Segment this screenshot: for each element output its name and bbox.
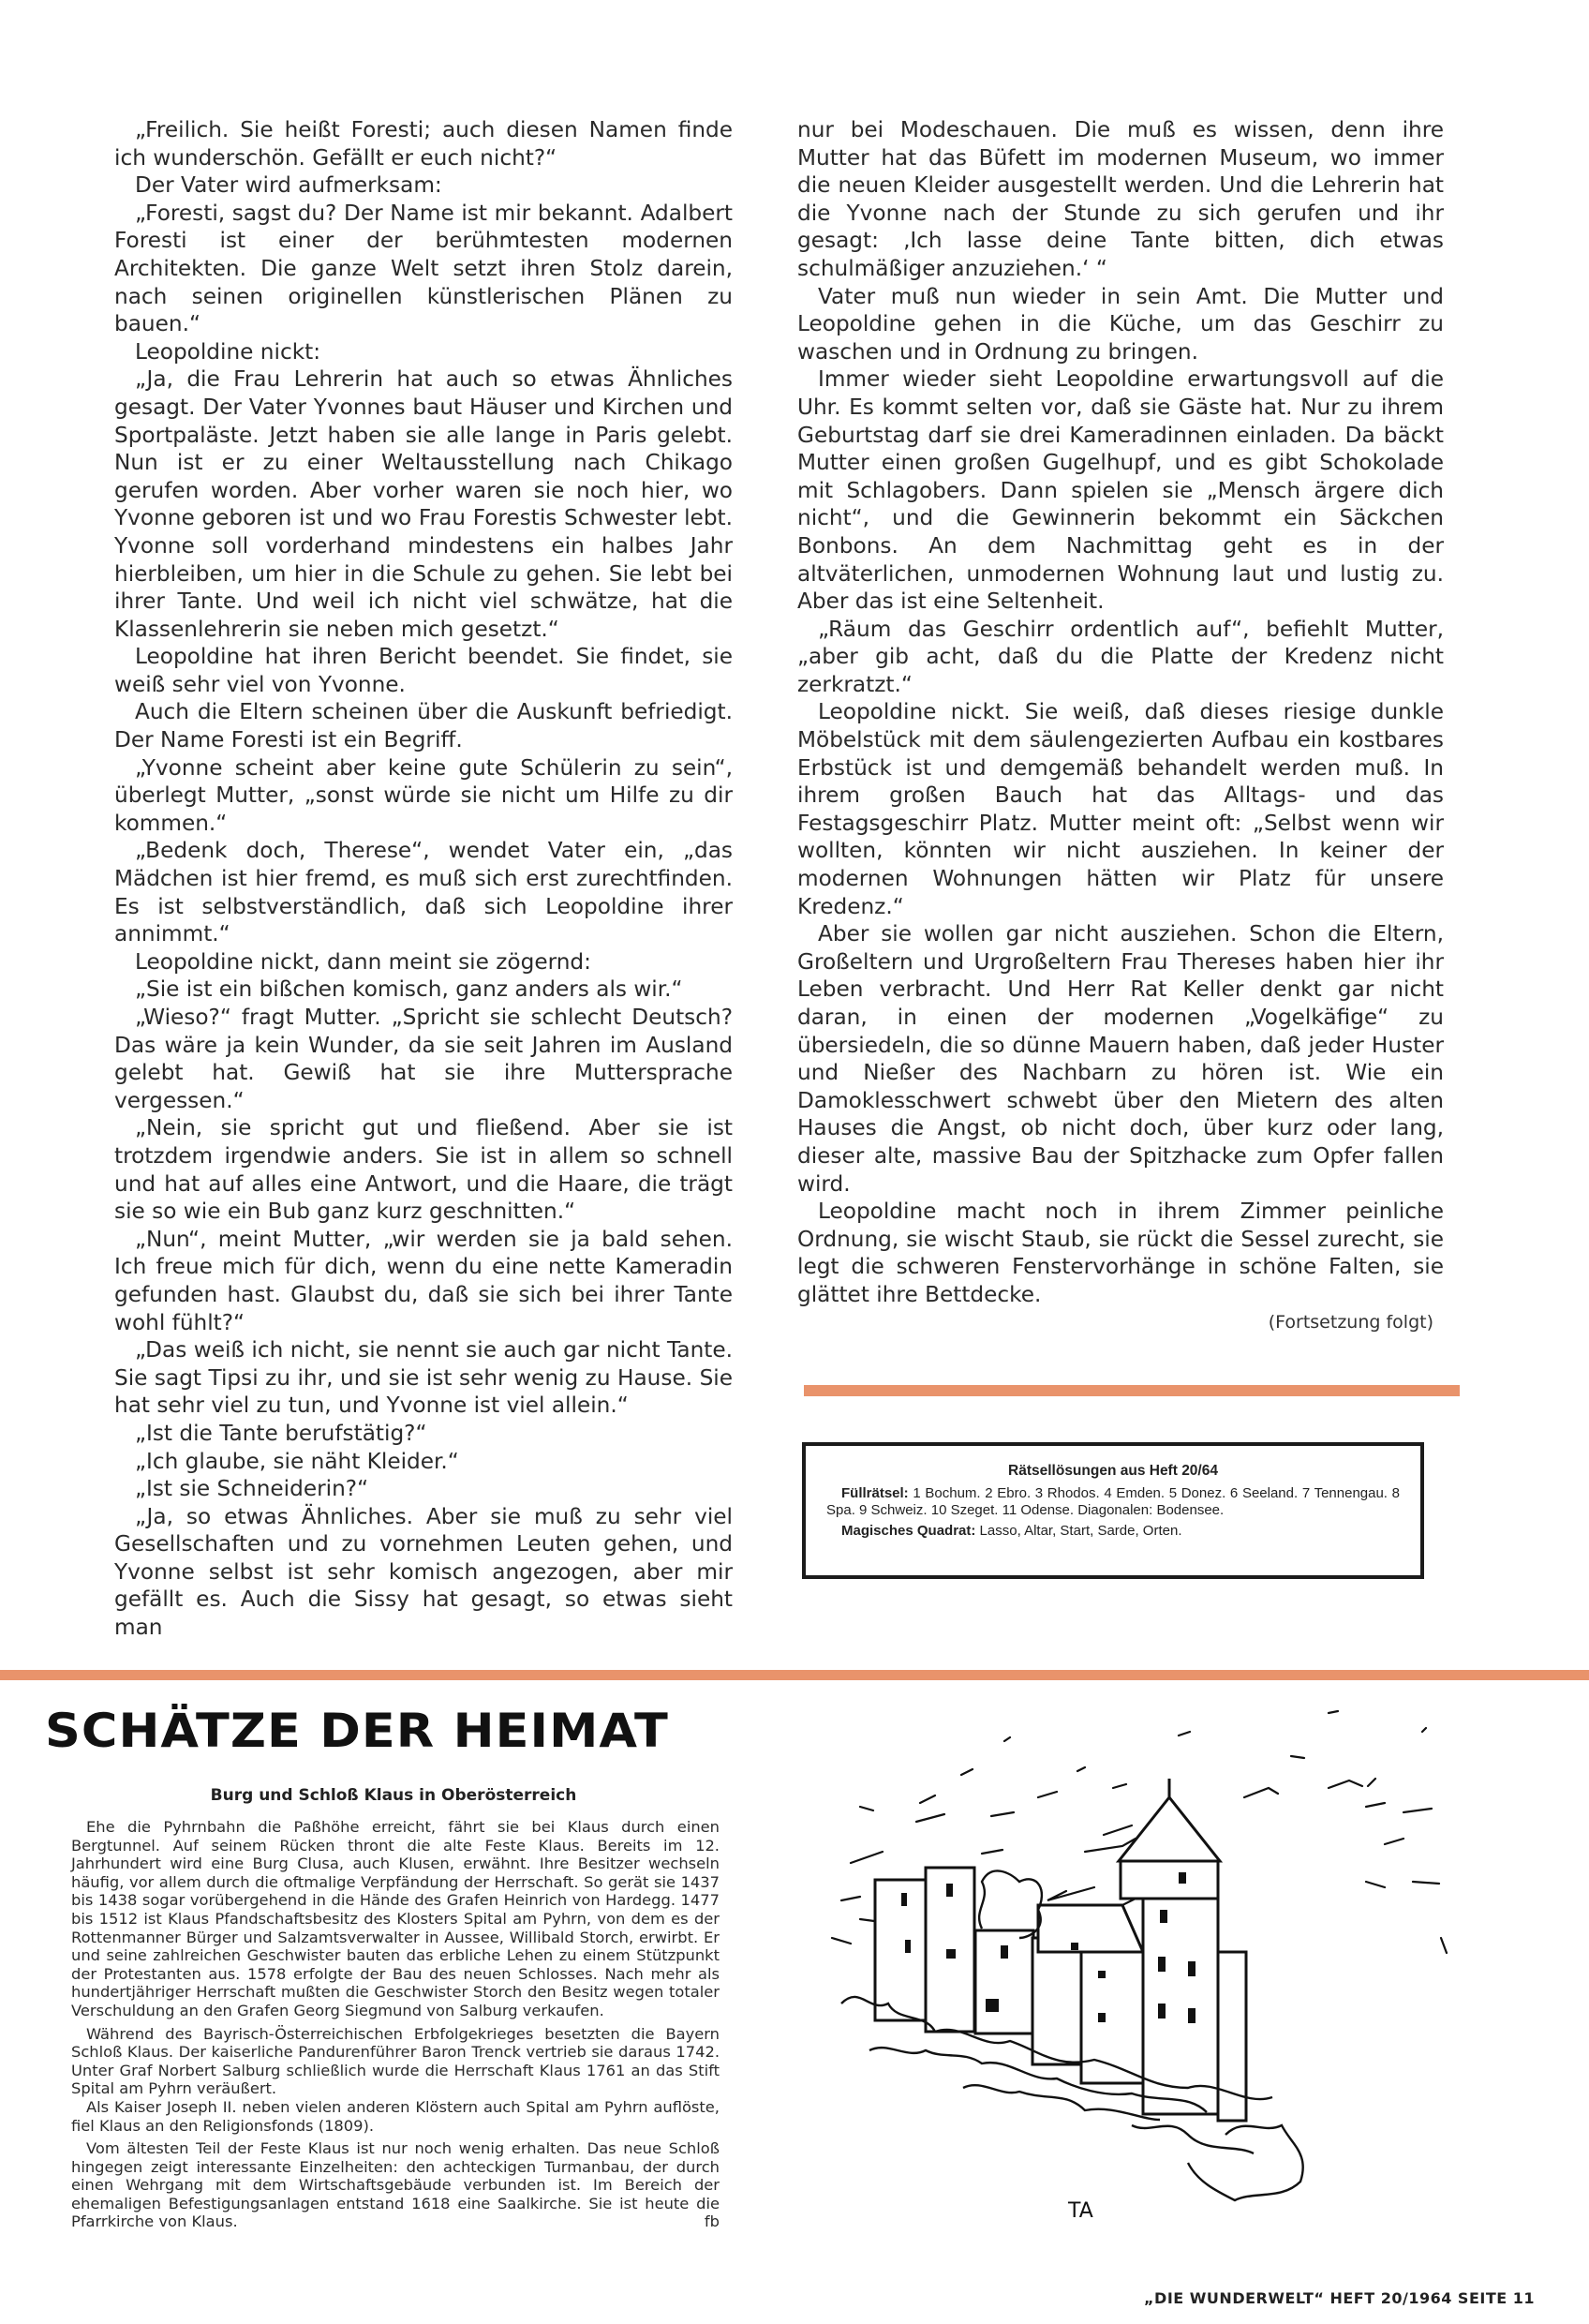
story-paragraph: „Yvonne scheint aber keine gute Schülerin zu sein“, überlegt Mutter, „sonst würde sie nicht um Hilfe zu dir kommen.“ <box>114 754 733 836</box>
story-paragraph: Leopoldine macht noch in ihrem Zimmer peinliche Ordnung, sie wischt Staub, sie rückt die Sessel zurecht, sie legt die schweren Fenstervorhänge in schöne Falten, sie glättet ihre Bettdecke. <box>797 1199 1444 1307</box>
story-paragraph: nur bei Modeschauen. Die muß es wissen, denn ihre Mutter hat das Büfett im modernen Museum, wo immer die neuen Kleider ausgestellt werden. Und die Lehrerin hat die Yvonne nach der Stunde zu sich gerufen und ihr gesagt: ‚Ich lasse deine Tante bitten, dich etwas schulmäßiger anzuziehen.‘ “ <box>797 117 1444 281</box>
story-column-right <box>797 116 1444 1309</box>
story-paragraph: „Ich glaube, sie näht Kleider.“ <box>135 1448 459 1474</box>
story-paragraph: „Das weiß ich nicht, sie nennt sie auch gar nicht Tante. Sie sagt Tipsi zu ihr, und sie ist sehr wenig zu Hause. Sie hat sehr viel zu tun, und Yvonne ist viel allein.“ <box>114 1337 733 1419</box>
story-paragraph: Der Vater wird aufmerksam: <box>135 172 442 199</box>
story-paragraph: „Ist die Tante berufstätig?“ <box>135 1420 427 1446</box>
story-paragraph: „Freilich. Sie heißt Foresti; auch diesen Namen finde ich wunderschön. Gefällt er euch nicht?“ <box>114 117 733 171</box>
story-paragraph: Leopoldine nickt: <box>135 338 321 365</box>
story-paragraph: Immer wieder sieht Leopoldine erwartungsvoll auf die Uhr. Es kommt selten vor, daß sie Gäste hat. Nur zu ihrem Geburtstag darf sie drei Kameradinnen einladen. Da bäckt Mutter einen großen Gugelhupf, und es gibt Schokolade mit Schlagobers. Dann spielen sie „Mensch ärgere dich nicht“, und die Gewinnerin bekommt ein Säckchen Bonbons. An dem Nachmittag geht es in der altväterlichen, unmodernen Wohnung laut und lustig zu. Aber das ist eine Seltenheit. <box>797 366 1444 615</box>
author-signature: fb <box>704 2212 720 2231</box>
story-paragraph: Aber sie wollen gar nicht ausziehen. Schon die Eltern, Großeltern und Urgroßeltern Frau Thereses haben hier ihr Leben verbracht. Und Herr Rat Keller denkt gar nicht daran, in einen der modernen „Vogelkäfige“ zu übersiedeln, die so dünne Mauern haben, daß jeder Huster und Nießer des Nachbarn zu hören ist. Wie ein Damoklesschwert schwebt über den Mietern des alten Hauses die Angst, ob nicht doch, über kurz oder lang, dieser alte, massive Bau der Spitzhacke zum Opfer fallen wird. <box>797 921 1444 1197</box>
orange-divider-full <box>0 1670 1589 1680</box>
story-column-left <box>114 116 733 1642</box>
tower-roof <box>1119 1797 1220 1861</box>
curtain-wall <box>1032 1938 1081 2064</box>
article-paragraph: Ehe die Pyhrnbahn die Paßhöhe erreicht, fährt sie bei Klaus durch einen Bergtunnel. Auf seinem Rücken thront die alte Feste Klaus. Bereits im 12. Jahrhundert wird eine Burg Clusa, auch Klusen, erwähnt. Ihre Besitzer wechseln häufig, vor allem durch die oftmalige Verpfändung der Herrschaft. So gerät sie 1437 bis 1438 sogar vorübergehend in die Hände des Grafen Heinrich von Hardegg. 1477 bis 1512 ist Klaus Pfandschaftsbesitz des Klosters Spital am Pyhrn, von dem es der Rottenmanner Bürger und Salzamtsverwalter in Aussee, Willibald Storch, erwirbt. Er und seine zahlreichen Geschwister bauten das erbliche Lehen zu einem Stützpunkt der Protestanten aus. 1578 erfolgte der Bau des neuen Schlosses. Nach mehr als hundertjähriger Herrschaft mußten die Geschwister Storch den Besitz wegen totaler Verschuldung an den Grafen Georg Siegmund von Salburg verkaufen. <box>71 1818 720 2019</box>
story-paragraph: Vater muß nun wieder in sein Amt. Die Mutter und Leopoldine gehen in die Küche, um das Geschirr zu waschen und in Ordnung zu bringen. <box>797 283 1444 365</box>
puzzle-solutions-title: Rätsellösungen aus Heft 20/64 <box>1008 1463 1218 1479</box>
story-paragraph: „Bedenk doch, Therese“, wendet Vater ein, „das Mädchen ist hier fremd, es muß sich erst zurechtfinden. Es ist selbstverständlich, daß sich Leopoldine ihrer annimmt.“ <box>114 838 733 947</box>
continuation-note: (Fortsetzung folgt) <box>1268 1312 1433 1333</box>
story-paragraph: „Foresti, sagst du? Der Name ist mir bekannt. Adalbert Foresti ist einer der berühmtesten modernen Architekten. Die ganze Welt setzt ihren Stolz darein, nach seinen originellen künstlerischen Plänen zu bauen.“ <box>114 200 733 337</box>
story-paragraph: Leopoldine hat ihren Bericht beendet. Sie findet, sie weiß sehr viel von Yvonne. <box>114 644 733 697</box>
article-paragraph: Vom ältesten Teil der Feste Klaus ist nur noch wenig erhalten. Das neue Schloß hingegen zeigt interessante Einzelheiten: den achteckigen Turmanbau, der durch einen Wehrgang mit dem Wirtschaftsgebäude verbunden ist. Im Bereich der ehemaligen Befestigungsanlagen entstand 1618 eine Saalkirche. Sie ist heute die Pfarrkirche von Klaus. fb <box>71 2139 720 2231</box>
article-subtitle: Burg und Schloß Klaus in Oberösterreich <box>210 1786 577 1805</box>
fill-puzzle-solution <box>826 1485 1400 1519</box>
story-paragraph: „Nun“, meint Mutter, „wir werden sie ja bald sehen. Ich freue mich für dich, wenn du eine nette Kameradin gefunden hast. Glaubst du, daß sie sich bei ihrer Tante wohl fühlt?“ <box>114 1226 733 1335</box>
article-paragraph: Während des Bayrisch-Österreichischen Erbfolgekrieges besetzten die Bayern Schloß Klaus. Der kaiserliche Pandurenführer Baron Trenck vertrieb sie daraus 1742. Unter Graf Norbert Salburg schließlich wurde die Herrschaft Klaus 1761 an das Stift Spital am Pyhrn veräußert. <box>71 2024 720 2098</box>
page-footer: „DIE WUNDERWELT“ HEFT 20/1964 SEITE 11 <box>1144 2289 1535 2307</box>
story-paragraph: „Ja, die Frau Lehrerin hat auch so etwas Ähnliches gesagt. Der Vater Yvonnes baut Häuser und Kirchen und Sportpaläste. Jetzt haben sie alle lange in Paris gelebt. Nun ist er zu einer Weltausstellung nach Chikago gerufen worden. Aber vorher waren sie noch hier, wo Yvonne geboren ist und wo Frau Forestis Schwester lebt. Yvonne soll vorderhand mindestens ein halbes Jahr hierbleiben, um hier in die Schule zu gehen. Sie lebt bei ihrer Tante. Und weil ich nicht viel schwätze, hat die Klassenlehrerin sie neben mich gesetzt.“ <box>114 366 733 642</box>
puzzle-solutions-box <box>802 1442 1424 1579</box>
article-body <box>71 1818 720 2231</box>
fill-puzzle-label: Füllrätsel: <box>841 1485 909 1501</box>
fill-puzzle-text: 1 Bochum. 2 Ebro. 3 Rhodos. 4 Emden. 5 Donez. 6 Seeland. 7 Tennengau. 8 Spa. 9 Schweiz. 10 Szeget. 11 Odense. Diagonalen: Bodensee. <box>826 1485 1400 1518</box>
hall-roof <box>1038 1905 1143 1952</box>
castle-walls <box>875 1779 1246 2121</box>
artist-monogram: TA <box>1068 2199 1093 2223</box>
magic-square-solution <box>826 1523 1400 1540</box>
octagonal-tower-top <box>1121 1861 1218 1899</box>
section-title: SCHÄTZE DER HEIMAT <box>45 1704 669 1758</box>
story-paragraph: „Ist sie Schneiderin?“ <box>135 1476 369 1502</box>
story-paragraph: „Räum das Geschirr ordentlich auf“, befiehlt Mutter, „aber gib acht, daß du die Platte der Kredenz nicht zerkratzt.“ <box>797 616 1444 697</box>
ruin-tower-left <box>875 1880 927 2020</box>
story-paragraph: „Nein, sie spricht gut und fließend. Aber sie ist trotzdem irgendwie anders. Sie ist in allem so schnell und hat auf alles eine Antwort, und die Haare, die trägt sie so wie ein Bub ganz kurz geschnitten.“ <box>114 1115 733 1225</box>
magic-square-text: Lasso, Altar, Start, Sarde, Orten. <box>979 1523 1182 1539</box>
story-paragraph: „Wieso?“ fragt Mutter. „Spricht sie schlecht Deutsch? Das wäre ja kein Wunder, da sie seit Jahren im Ausland gelebt hat. Gewiß hat sie ihre Muttersprache vergessen.“ <box>114 1005 733 1113</box>
article-paragraph: Als Kaiser Joseph II. neben vielen anderen Klöstern auch Spital am Pyhrn auflöste, fiel Klaus an den Religionsfonds (1809). <box>71 2097 720 2135</box>
story-paragraph: Leopoldine nickt. Sie weiß, daß dieses riesige dunkle Möbelstück mit dem säulengezierten Aufbau ein kostbares Erbstück ist und demgemäß behandelt werden muß. In ihrem großen Bauch hat das Alltags- und das Festagsgeschirr Platz. Mutter meint oft: „Selbst wenn wir wollten, könnten wir nicht ausziehen. In keiner der modernen Wohnungen hätten wir Platz für unsere Kredenz.“ <box>797 699 1444 919</box>
story-paragraph: „Ja, so etwas Ähnliches. Aber sie muß zu sehr viel Gesellschaften und zu vornehmen Leuten gehen, und Yvonne selbst ist sehr komisch angezogen, aber mir gefällt es. Auch die Sissy hat gesagt, so etwas sieht man <box>114 1503 733 1641</box>
story-paragraph: Auch die Eltern scheinen über die Auskunft befriedigt. Der Name Foresti ist ein Begriff. <box>114 699 733 753</box>
main-hall <box>1081 1952 1143 2083</box>
story-paragraph: „Sie ist ein bißchen komisch, ganz anders als wir.“ <box>135 976 683 1003</box>
castle-illustration <box>804 1694 1497 2266</box>
magic-square-label: Magisches Quadrat: <box>841 1523 976 1539</box>
story-paragraph: Leopoldine nickt, dann meint sie zögernd: <box>135 948 591 975</box>
orange-divider-right <box>804 1385 1460 1396</box>
